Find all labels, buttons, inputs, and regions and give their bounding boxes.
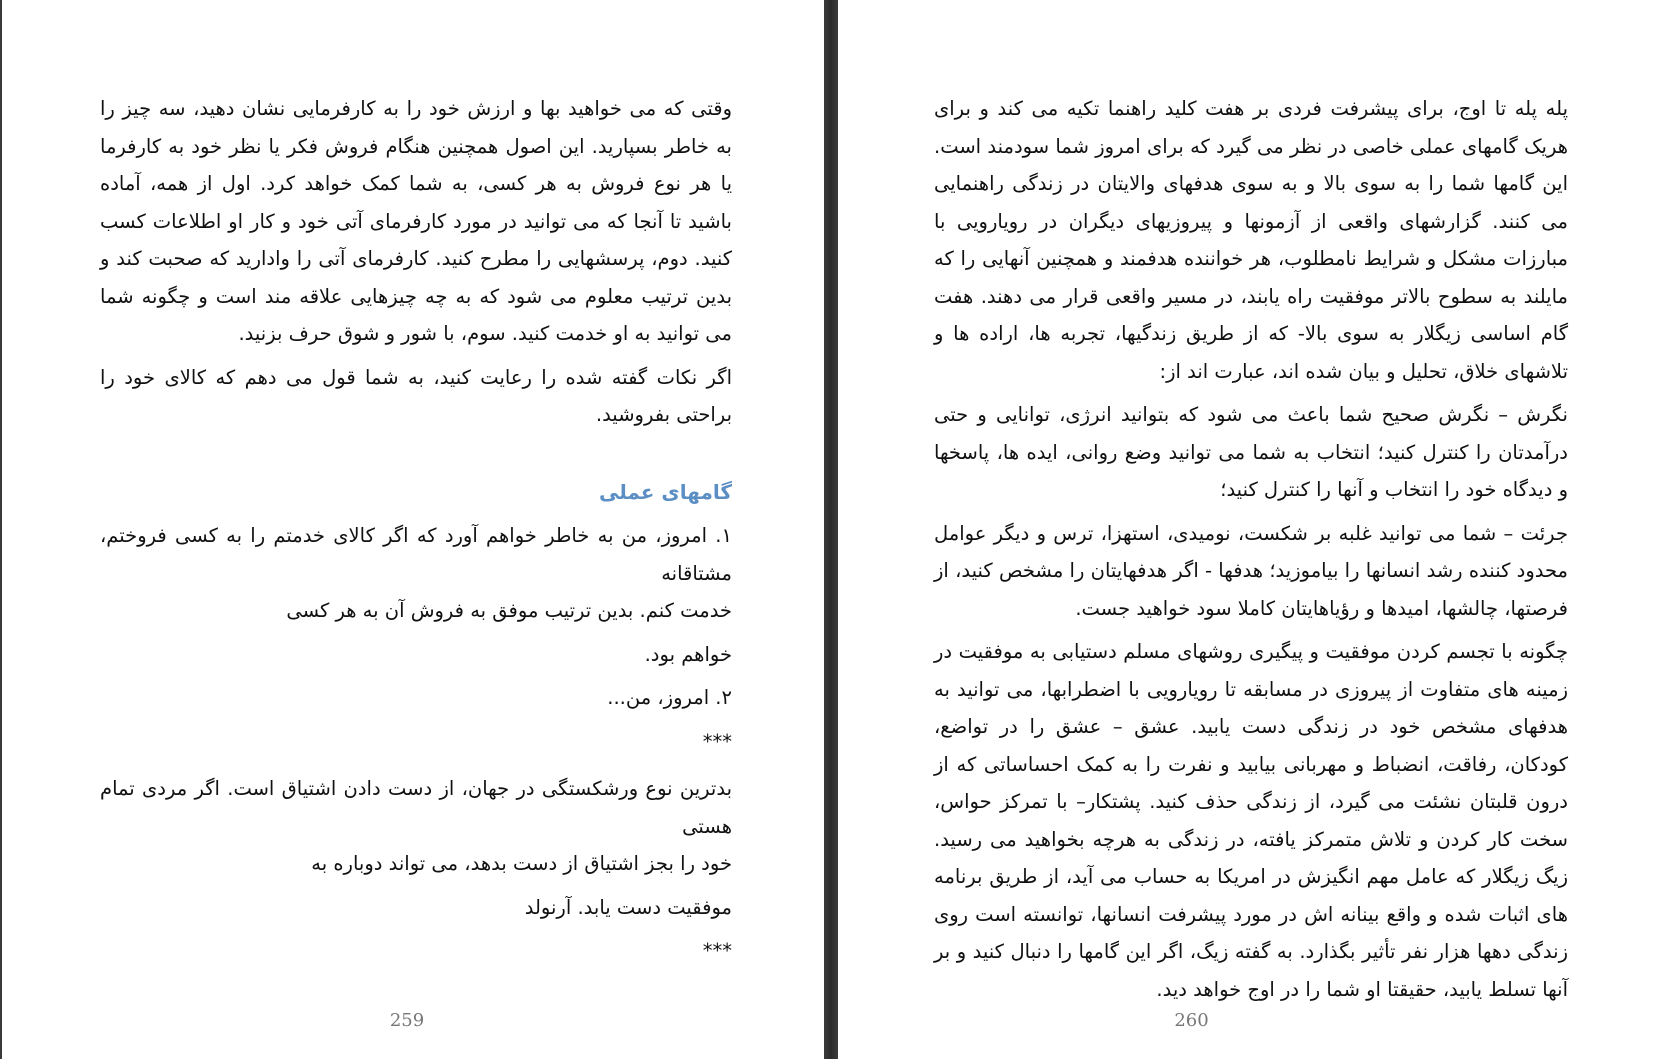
page-number: 259	[389, 1010, 425, 1031]
paragraph: وقتی که می خواهید بها و ارزش خود را به کارفرمایی نشان دهید، سه چیز را به خاطر بسپارید. این اصول همچنین هنگام فروش فکر یا نظر خود به کارفرما یا هر نوع فروش به هر کسی، به شما کمک خواهد کرد. اول از همه، آماده باشید تا آنجا که می توانید در مورد کارفرمای آتی خود و کار او اطلاعات کسب کنید. دوم، پرسشهایی را مطرح کنید. کارفرمای آتی را وادارید که صحبت کند و بدین ترتیب معلوم می شود که به چه چیزهایی علاقه مند است و چگونه شما می توانید به او خدمت کنید. سوم، با شور و شوق حرف بزنید.	[100, 97, 732, 345]
separator	[100, 932, 732, 970]
step-2: ۲. امروز، من...	[607, 686, 732, 709]
step-1-line: ۱. امروز، من به خاطر خواهم آورد که اگر کالای خدمتم را به کسی فروختم، مشتاقانه	[100, 524, 732, 585]
separator-stars: ***	[702, 729, 732, 753]
step-1	[100, 517, 732, 630]
quote-line: بدترین نوع ورشکستگی در جهان، از دست دادن اشتیاق است. اگر مردی تمام هستی	[100, 777, 732, 838]
book-gutter	[824, 0, 838, 1059]
paragraph: پله پله تا اوج، برای پیشرفت فردی بر هفت کلید راهنما تکیه می کند و برای هریک گامهای عملی خاصی در نظر می گیرد که برای امروز شما سودمند است. این گامها شما را به سوی بالا و به سوی هدفهای والایتان در زندگی راهنمایی می کنند. گزارشهای واقعی از آزمونها و پیروزیهای دیگران در رویارویی با مبارزات مشکل و شرایط نامطلوب، هر خواننده هدفمند و همچنین آنهایی را که مایلند به سطوح بالاتر موفقیت راه یابند، در مسیر واقعی قرار می دهند. هفت گام اساسی زیگلار به سوی بالا- که از طریق زندگیها، تجربه ها، اراده ها و تلاشهای خلاق، تحلیل و بیان شده اند، عبارت اند از:	[934, 97, 1568, 383]
section-heading: گامهای عملی	[599, 479, 732, 504]
right-page-text	[934, 90, 1568, 1014]
quote-continuation: موفقیت دست یابد. آرنولد	[524, 895, 732, 919]
step-1-continuation: خواهم بود.	[644, 642, 732, 666]
paragraph: جرئت – شما می توانید غلبه بر شکست، نومیدی، استهزا، ترس و دیگر عوامل محدود کننده رشد انسانها را بیاموزید؛ هدفها - اگر هدفهایتان را مشخص کنید، از فرصتها، چالشها، امیدها و رؤیاهایتان کاملا سود خواهید جست.	[934, 521, 1568, 620]
left-page-text	[100, 90, 732, 976]
paragraph: اگر نکات گفته شده را رعایت کنید، به شما قول می دهم که کالای خود را براحتی بفروشید.	[100, 365, 732, 426]
left-page	[0, 0, 824, 1059]
separator-stars: ***	[702, 939, 732, 962]
quote	[100, 770, 732, 883]
quote-line: خود را بجز اشتیاق از دست بدهد، می تواند دوباره به	[311, 852, 732, 875]
separator	[100, 723, 732, 761]
right-page	[838, 0, 1657, 1059]
paragraph: چگونه با تجسم کردن موفقیت و پیگیری روشهای مسلم دستیابی به موفقیت در زمینه های متفاوت از پیروزی در مسابقه تا رویارویی با اضطرابها، می توانید به هدفهای مشخص خود در زندگی دست یابید. عشق – عشق را در تواضع، کودکان، رفاقت، انضباط و مهربانی بیابید و نفرت را به کمک احساساتی که از درون قلبتان نشئت می گیرد، از زندگی حذف کنید. پشتکار– با تمرکز حواس، سخت کار کردن و تلاش متمرکز یافته، در زندگی به هرچه بخواهید می رسید. زیگ زیگلار که عامل مهم انگیزش در امریکا به حساب می آید، از طریق برنامه های اثبات شده و واقع بینانه اش در مورد پیشرفت انسانها، توانسته است روی زندگی دهها هزار نفر تأثیر بگذارد. به گفته زیگ، اگر این گامها را دنبال کنید و بر آنها تسلط یابید، حقیقتا او شما را در اوج خواهد دید.	[934, 640, 1568, 1001]
page-number: 260	[1174, 1010, 1209, 1031]
paragraph: نگرش – نگرش صحیح شما باعث می شود که بتوانید انرژی، توانایی و حتی درآمدتان را کنترل کنید؛ انتخاب به شما می توانید وضع روانی، ایده ها، پاسخها و دیدگاه خود را انتخاب و آنها را کنترل کنید؛	[934, 403, 1568, 501]
step-1-line: خدمت کنم. بدین ترتیب موفق به فروش آن به هر کسی	[286, 599, 732, 622]
